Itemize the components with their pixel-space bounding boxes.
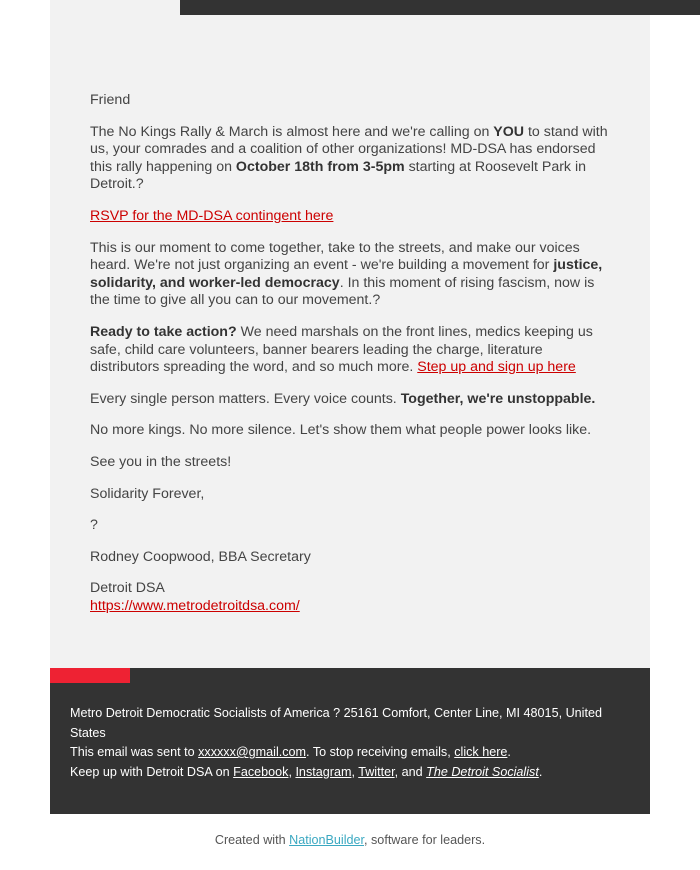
sent-line: This email was sent to xxxxxx@gmail.com. To stop receiving emails, click here. <box>70 745 511 759</box>
social-line: Keep up with Detroit DSA on Facebook, Instagram, Twitter, and The Detroit Socialist. <box>70 764 543 779</box>
paragraph-matters: Every single person matters. Every voice counts. Together, we're unstoppable. <box>90 390 596 407</box>
recipient-email-link[interactable]: xxxxxx@gmail.com <box>198 745 307 759</box>
signup-link[interactable]: Step up and sign up here <box>417 359 576 376</box>
signature-org: Detroit DSA <box>90 580 165 597</box>
paragraph-streets: See you in the streets! <box>90 453 232 470</box>
signature-name: Rodney Coopwood, BBA Secretary <box>90 548 311 565</box>
closing: Solidarity Forever, <box>90 485 205 502</box>
paragraph-moment: This is our moment to come together, take to the streets, and make our voices heard. We're not just organizing an event - we're building a movement for justice, solidarity, and worker-led democracy. In this moment of rising fascism, now is the time to give all you can to our movement.? <box>90 239 603 309</box>
website-link[interactable]: https://www.metrodetroitdsa.com/ <box>90 597 300 614</box>
paragraph-intro: The No Kings Rally & March is almost here and we're calling on YOU to stand with us, your comrades and a coalition of other organizations! MD-DSA has endorsed this rally happening on October 18th from 3-5pm starting at Roosevelt Park in Detroit.? <box>90 123 608 193</box>
facebook-link[interactable]: Facebook <box>233 764 289 779</box>
detroit-socialist-link[interactable]: The Detroit Socialist <box>426 764 539 779</box>
rsvp-link[interactable]: RSVP for the MD-DSA contingent here <box>90 207 334 224</box>
footer-accent-bar <box>50 668 130 683</box>
unsubscribe-link[interactable]: click here <box>454 745 508 759</box>
placeholder-char: ? <box>90 517 98 534</box>
paragraph-no-kings: No more kings. No more silence. Let's show them what people power looks like. <box>90 422 592 439</box>
email-content <box>90 92 612 629</box>
greeting: Friend <box>90 92 131 108</box>
header-bar <box>180 0 700 15</box>
twitter-link[interactable]: Twitter <box>358 764 395 779</box>
signature-block <box>90 580 612 615</box>
credit-line: Created with NationBuilder, software for leaders. <box>214 833 486 847</box>
email-footer <box>50 668 650 814</box>
org-address: Metro Detroit Democratic Socialists of America ? 25161 Comfort, Center Line, MI 48015, United States <box>70 706 602 740</box>
paragraph-action: Ready to take action? We need marshals on the front lines, medics keeping us safe, child care volunteers, banner bearers leading the charge, literature distributors spreading the word, and so much more. Step up and sign up here <box>90 323 593 376</box>
instagram-link[interactable]: Instagram <box>295 764 352 779</box>
email-body <box>50 0 650 668</box>
rsvp-paragraph <box>90 208 612 226</box>
footer-text <box>70 704 630 782</box>
nationbuilder-link[interactable]: NationBuilder <box>289 833 365 847</box>
